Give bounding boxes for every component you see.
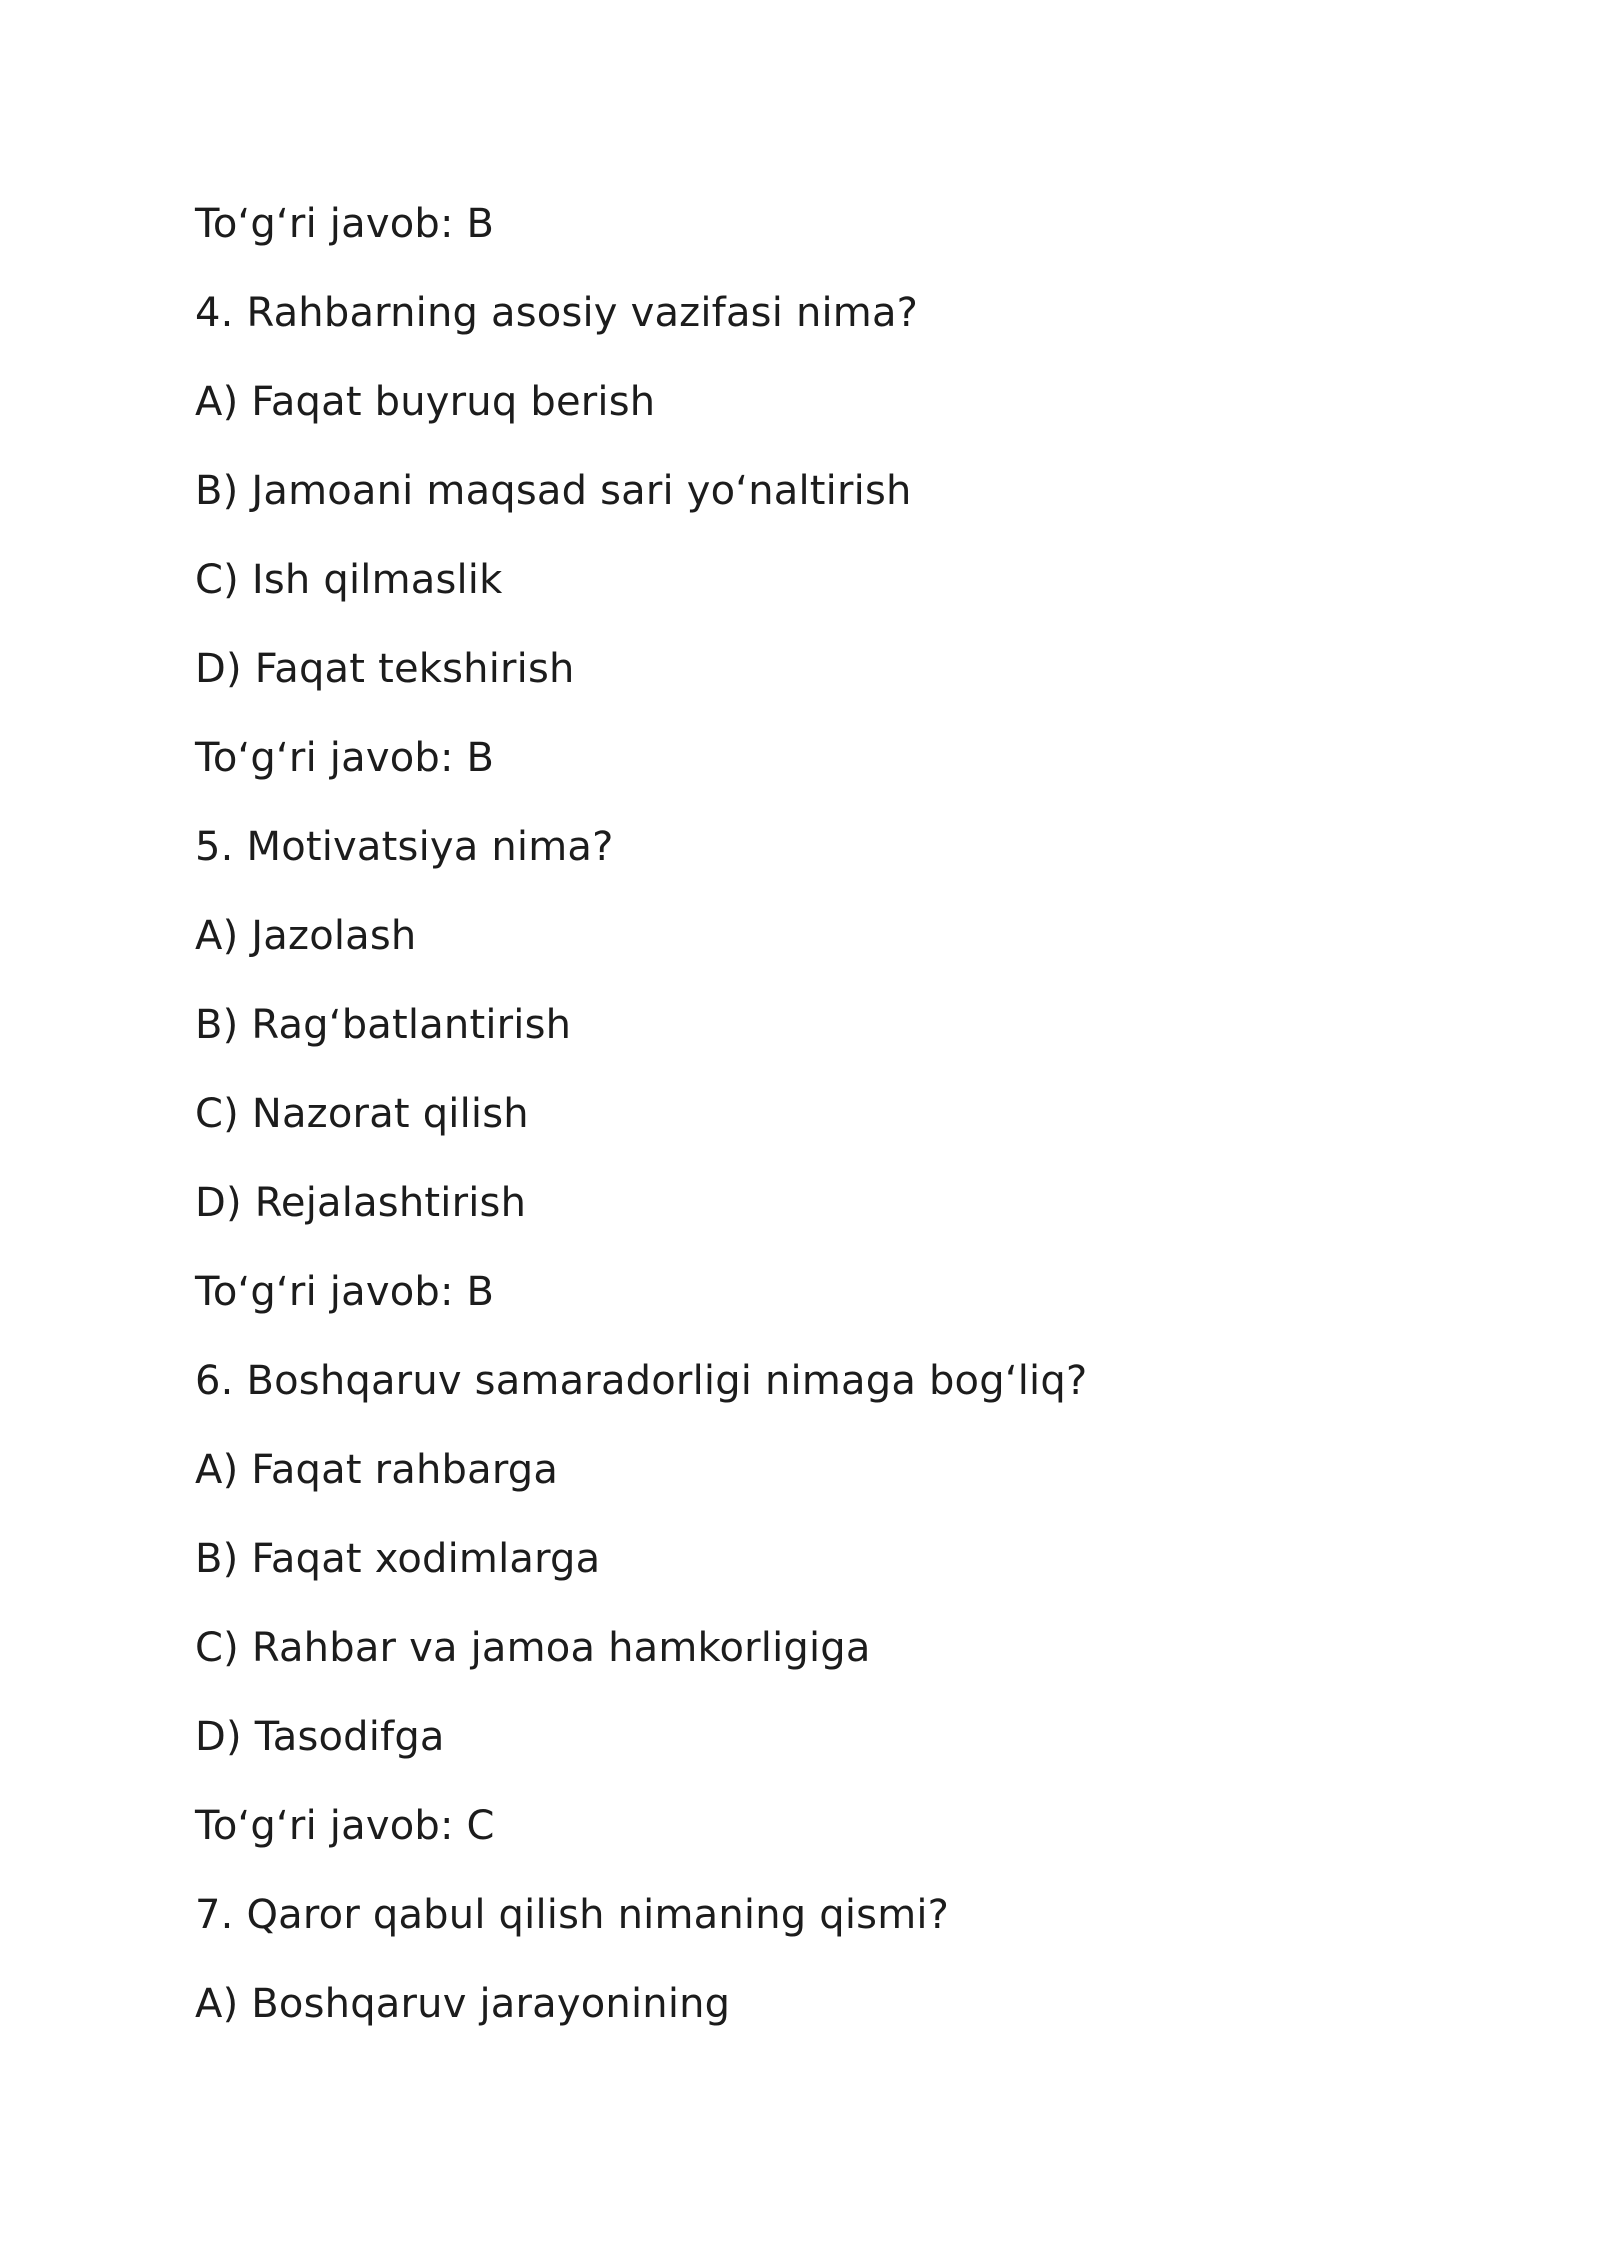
option-a: A) Faqat buyruq berish <box>195 379 656 425</box>
option-a: A) Faqat rahbarga <box>195 1447 559 1493</box>
option-a: A) Jazolash <box>195 913 417 959</box>
option-c: C) Nazorat qilish <box>195 1091 529 1137</box>
option-b: B) Rag‘batlantirish <box>195 1002 572 1048</box>
question-4: 4. Rahbarning asosiy vazifasi nima? <box>195 290 919 336</box>
option-d: D) Faqat tekshirish <box>195 646 575 692</box>
option-c: C) Ish qilmaslik <box>195 557 503 603</box>
answer-line: To‘g‘ri javob: B <box>195 735 495 781</box>
question-7: 7. Qaror qabul qilish nimaning qismi? <box>195 1892 950 1938</box>
option-b: B) Jamoani maqsad sari yo‘naltirish <box>195 468 912 514</box>
option-b: B) Faqat xodimlarga <box>195 1536 601 1582</box>
question-6: 6. Boshqaruv samaradorligi nimaga bog‘liq? <box>195 1358 1088 1404</box>
answer-line: To‘g‘ri javob: B <box>195 1269 495 1315</box>
answer-line: To‘g‘ri javob: C <box>195 1803 495 1849</box>
question-5: 5. Motivatsiya nima? <box>195 824 614 870</box>
answer-line: To‘g‘ri javob: B <box>195 201 495 247</box>
option-d: D) Tasodifga <box>195 1714 445 1760</box>
option-a: A) Boshqaruv jarayonining <box>195 1981 731 2027</box>
option-d: D) Rejalashtirish <box>195 1180 527 1226</box>
option-c: C) Rahbar va jamoa hamkorligiga <box>195 1625 871 1671</box>
